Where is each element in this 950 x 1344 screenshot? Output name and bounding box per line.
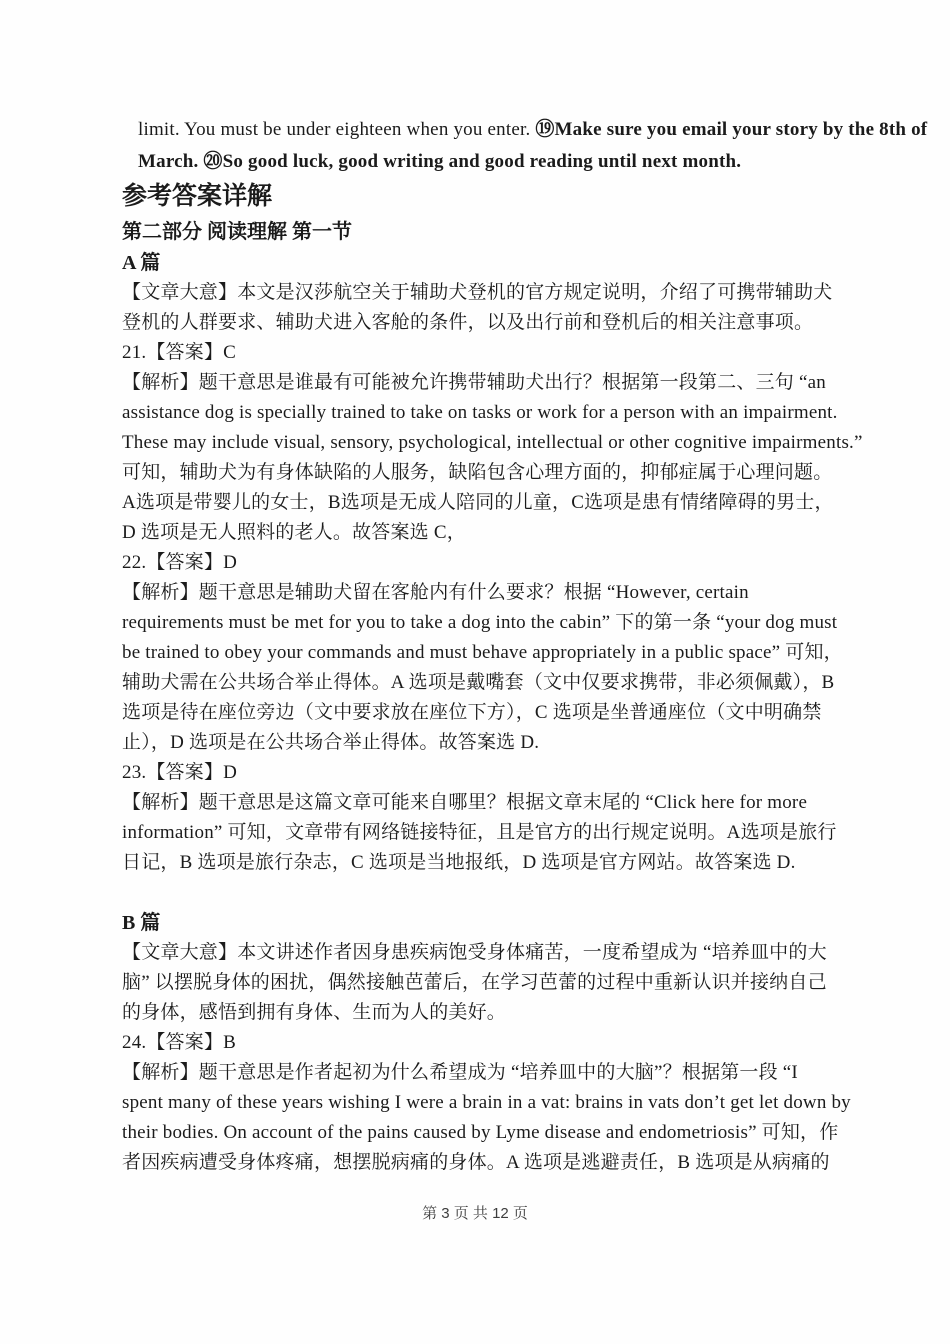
text-line: 止），D 选项是在公共场合举止得体。故答案选 D. xyxy=(122,732,540,753)
text-line: 【解析】题干意思是谁最有可能被允许携带辅助犬出行？根据第一段第二、三句 “an xyxy=(122,372,826,393)
q21-analysis xyxy=(122,368,863,548)
text-line: A选项是带婴儿的女士，B选项是无成人陪同的儿童，C选项是患有情绪障碍的男士， xyxy=(122,492,834,513)
text-line: 者因疾病遭受身体疼痛，想摆脱病痛的身体。A 选项是逃避责任，B 选项是从病痛的 xyxy=(122,1152,830,1173)
text-line: be trained to obey your commands and must behave appropriately in a public space” 可知， xyxy=(122,642,843,663)
intro-paragraph xyxy=(122,114,928,178)
text-line: 辅助犬需在公共场合举止得体。A 选项是戴嘴套（文中仅要求携带，非必须佩戴），B xyxy=(122,672,835,693)
passage-b-summary xyxy=(122,938,848,1028)
intro-bold-text: ⑲Make sure you email your story by the 8th of xyxy=(535,119,928,140)
q21-answer-label: 21.【答案】C xyxy=(122,342,237,363)
text-line: 的身体，感悟到拥有身体、生而为人的美好。 xyxy=(122,1002,507,1023)
passage-b-heading: B 篇 xyxy=(122,912,161,934)
text-line: 【解析】题干意思是这篇文章可能来自哪里？根据文章末尾的 “Click here for more xyxy=(122,792,808,813)
text-line: requirements must be met for you to take a dog into the cabin” 下的第一条 “your dog must xyxy=(122,612,838,633)
text-line: 可知，辅助犬为有身体缺陷的人服务，缺陷包含心理方面的，抑郁症属于心理问题。 xyxy=(122,462,833,483)
section-spacer xyxy=(122,878,848,908)
q23-analysis xyxy=(122,788,848,878)
q22-answer-label: 22.【答案】D xyxy=(122,552,238,573)
q23-answer-label: 23.【答案】D xyxy=(122,762,238,783)
intro-regular-text: limit. You must be under eighteen when you enter. xyxy=(138,119,536,140)
text-line: 【解析】题干意思是作者起初为什么希望成为 “培养皿中的大脑”？根据第一段 “I xyxy=(122,1062,798,1083)
text-line: 登机的人群要求、辅助犬进入客舱的条件，以及出行前和登机后的相关注意事项。 xyxy=(122,312,814,333)
text-line: their bodies. On account of the pains caused by Lyme disease and endometriosis” 可知，作 xyxy=(122,1122,839,1143)
text-line: These may include visual, sensory, psychological, intellectual or other cognitive impairments.” xyxy=(122,432,863,453)
text-line: March. ⑳So good luck, good writing and good reading until next month. xyxy=(138,151,742,172)
answer-key-title: 参考答案详解 xyxy=(122,183,273,210)
text-line: information” 可知，文章带有网络链接特征，且是官方的出行规定说明。A选项是旅行 xyxy=(122,822,837,843)
text-line xyxy=(138,114,928,146)
page-number: 第 3 页 共 12 页 xyxy=(422,1205,528,1222)
q24-analysis xyxy=(122,1058,851,1178)
text-line: 【文章大意】本文是汉莎航空关于辅助犬登机的官方规定说明，介绍了可携带辅助犬 xyxy=(122,282,833,303)
text-line: spent many of these years wishing I were a brain in a vat: brains in vats don’t get let down by xyxy=(122,1092,851,1113)
text-line: D 选项是无人照料的老人。故答案选 C， xyxy=(122,522,466,543)
text-line: 【解析】题干意思是辅助犬留在客舱内有什么要求？根据 “However, certain xyxy=(122,582,749,603)
passage-a-heading: A 篇 xyxy=(122,252,161,274)
text-line: 选项是待在座位旁边（文中要求放在座位下方），C 选项是坐普通座位（文中明确禁 xyxy=(122,702,822,723)
text-line: 日记，B 选项是旅行杂志，C 选项是当地报纸，D 选项是官方网站。故答案选 D. xyxy=(122,852,796,873)
passage-a-summary xyxy=(122,278,848,338)
q22-analysis xyxy=(122,578,848,758)
text-line: assistance dog is specially trained to take on tasks or work for a person with an impairment. xyxy=(122,402,838,423)
section-heading: 第二部分 阅读理解 第一节 xyxy=(122,221,352,243)
q24-answer-label: 24.【答案】B xyxy=(122,1032,237,1053)
page-content xyxy=(122,114,928,1178)
text-line: 脑” 以摆脱身体的困扰，偶然接触芭蕾后，在学习芭蕾的过程中重新认识并接纳自己 xyxy=(122,972,827,993)
text-line: 【文章大意】本文讲述作者因身患疾病饱受身体痛苦，一度希望成为 “培养皿中的大 xyxy=(122,942,827,963)
